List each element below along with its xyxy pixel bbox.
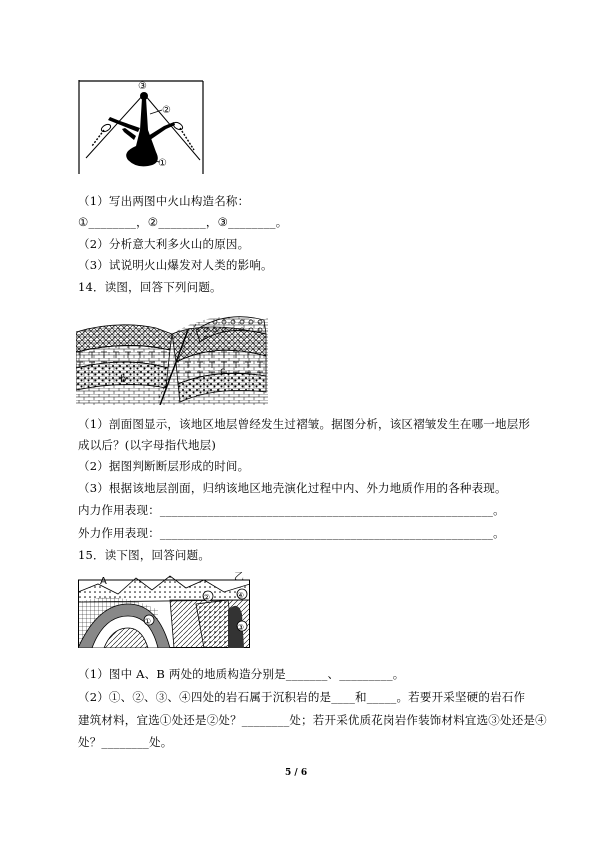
landscape-label-4: ④: [237, 591, 245, 600]
q14-inner-force: 内力作用表现：________________________________________________________。: [78, 503, 505, 517]
q15-sub2-line3: 处？________处。: [78, 735, 173, 749]
q14-title: 14．读图，回答下列问题。: [78, 280, 222, 294]
q13-sub2: （2）分析意大利多火山的原因。: [78, 237, 250, 251]
q15-sub1: （1）图中 A、B 两处的地质构造分别是_______、_________。: [78, 667, 405, 681]
q15-sub2-line2: 建筑材料，宜选①处还是②处？________处；若开采优质花岗岩作装饰材料宜选③处还是④: [78, 713, 547, 727]
volcano-label-2: ②: [162, 105, 171, 116]
strata-cross-section: [76, 310, 268, 405]
geologic-landscape-diagram: [78, 570, 250, 648]
q13-sub3: （3）试说明火山爆发对人类的影响。: [78, 258, 273, 272]
q14-sub2: （2）据图判断断层形成的时间。: [78, 459, 250, 473]
q13-answer-line: ①________，②________，③________。: [78, 215, 288, 229]
q15-title: 15．读下图，回答问题。: [78, 548, 211, 562]
page-number: 5 / 6: [285, 768, 308, 778]
q14-sub1-line2: 成以后？(以字母指代地层): [78, 438, 217, 452]
q14-sub1-line1: （1）剖面图显示，该地区地层曾经发生过褶皱。据图分析，该区褶皱发生在哪一地层形: [78, 417, 531, 431]
q15-sub2-line1: （2）①、②、③、④四处的岩石属于沉积岩的是____和_____。若要开采坚硬的岩石作: [78, 690, 526, 704]
strata-label-b: b: [120, 374, 127, 385]
landscape-label-yi: 乙: [234, 572, 244, 583]
landscape-label-1: ①: [144, 617, 152, 626]
volcano-diagram: [78, 80, 204, 174]
landscape-label-2: ②: [203, 593, 211, 602]
volcano-label-1: ①: [158, 158, 167, 169]
q13-sub1: （1）写出两图中火山构造名称：: [78, 194, 250, 208]
landscape-label-A: A: [100, 576, 107, 587]
landscape-label-3: ③: [237, 623, 245, 632]
volcano-label-3: ③: [138, 81, 147, 92]
strata-label-c: c: [220, 366, 226, 377]
q14-outer-force: 外力作用表现：________________________________________________________。: [78, 526, 505, 540]
q14-sub3: （3）根据该地层剖面，归纳该地区地壳演化过程中内、外力地质作用的各种表现。: [78, 481, 507, 495]
